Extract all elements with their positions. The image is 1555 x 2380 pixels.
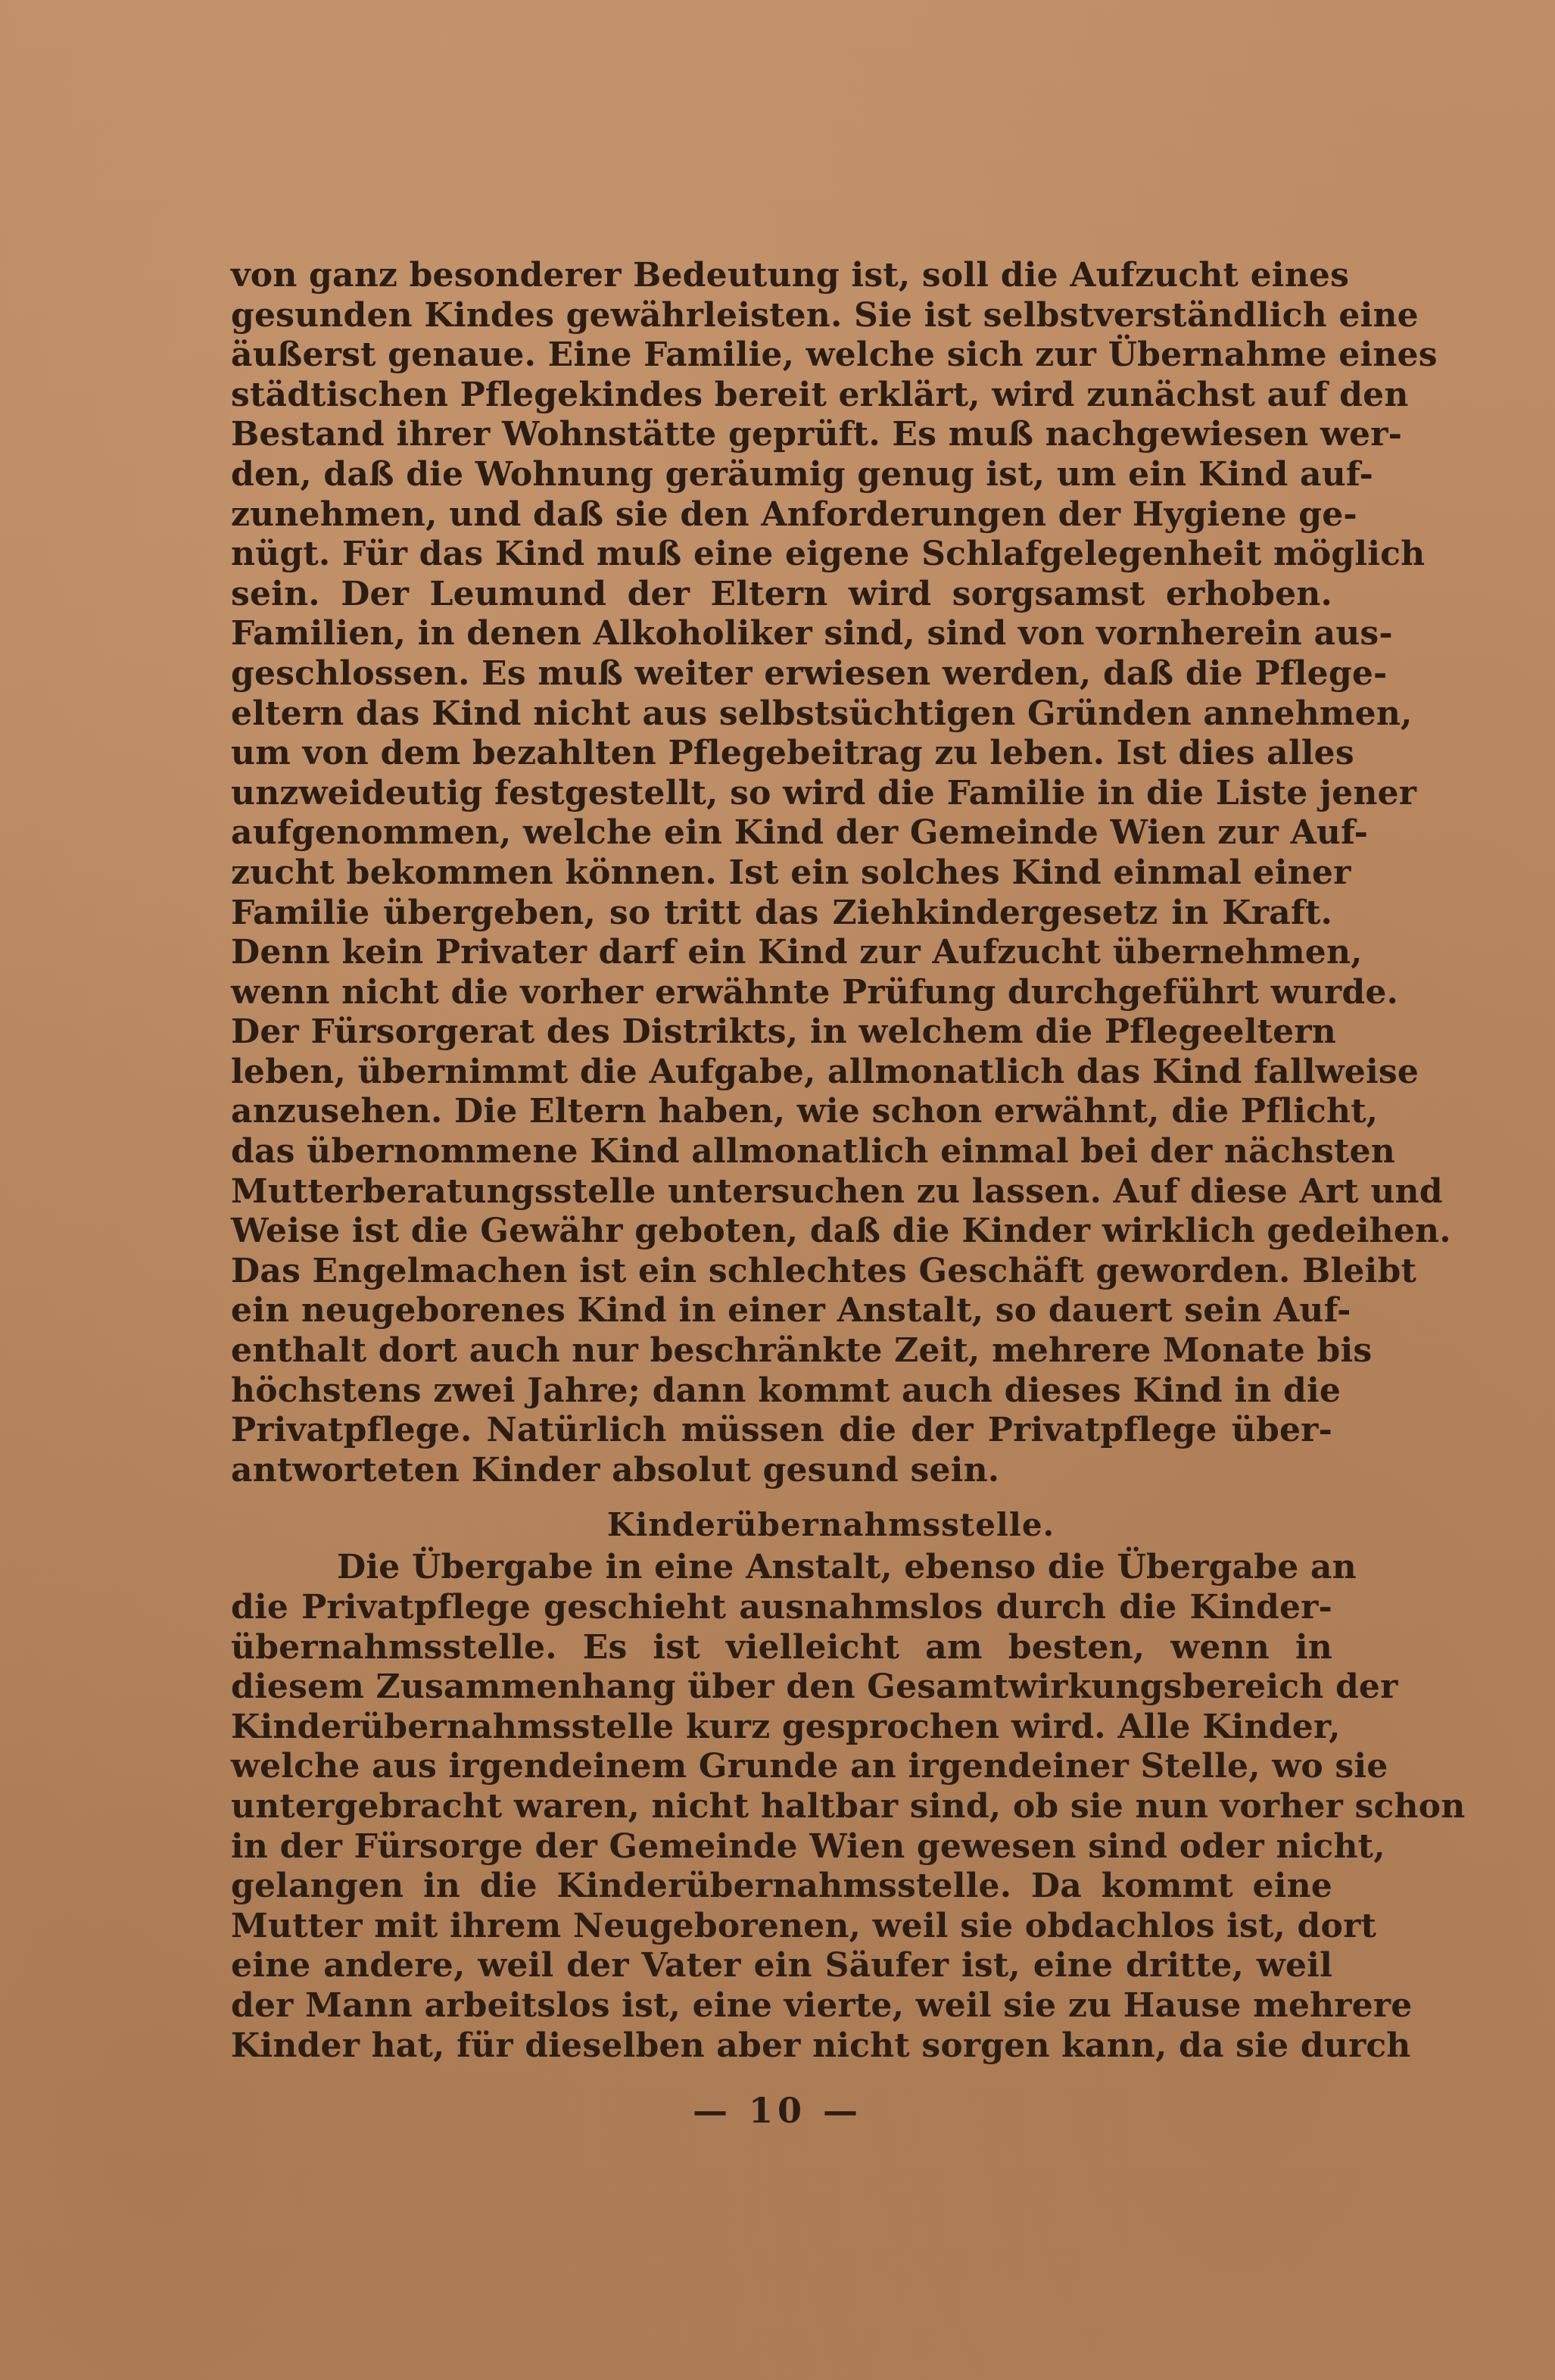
text-line: in der Fürsorge der Gemeinde Wien gewesen sind oder nicht,	[231, 1826, 1385, 1866]
text-line: die Privatpflege geschieht ausnahmslos durch die Kinder-	[231, 1588, 1332, 1627]
text-line: höchstens zwei Jahre; dann kommt auch dieses Kind in die	[231, 1371, 1342, 1410]
text-line: übernahmsstelle. Es ist vielleicht am besten, wenn in	[231, 1627, 1332, 1667]
text-line: wenn nicht die vorher erwähnte Prüfung durchgeführt wurde.	[231, 972, 1399, 1012]
text-line: Mutterberatungsstelle untersuchen zu lassen. Auf diese Art und	[231, 1171, 1443, 1211]
text-line: Der Fürsorgerat des Distrikts, in welchem die Pflegeeltern	[231, 1012, 1336, 1052]
text-line: Mutter mit ihrem Neugeborenen, weil sie obdachlos ist, dort	[231, 1906, 1376, 1945]
text-line: eine andere, weil der Vater ein Säufer ist, eine dritte, weil	[231, 1946, 1332, 1985]
text-line: Die Übergabe in eine Anstalt, ebenso die Übergabe an	[337, 1548, 1357, 1587]
text-line: der Mann arbeitslos ist, eine vierte, weil sie zu Hause mehrere	[231, 1985, 1413, 2025]
text-line: Privatpflege. Natürlich müssen die der Privatpflege über-	[231, 1411, 1332, 1450]
text-line: unzweideutig festgestellt, so wird die Familie in die Liste jener	[231, 773, 1417, 813]
section-heading: Kinderübernahmsstelle.	[606, 1506, 1055, 1544]
text-line: Denn kein Privater darf ein Kind zur Aufzucht übernehmen,	[231, 933, 1363, 972]
text-line: Weise ist die Gewähr geboten, daß die Kinder wirklich gedeihen.	[231, 1212, 1451, 1251]
body-text	[231, 256, 1466, 2066]
text-line: ein neugeborenes Kind in einer Anstalt, so dauert sein Auf-	[231, 1291, 1351, 1330]
text-line: antworteten Kinder absolut gesund sein.	[231, 1450, 1000, 1489]
text-line: zucht bekommen können. Ist ein solches Kind einmal einer	[231, 853, 1351, 892]
text-line: gesunden Kindes gewährleisten. Sie ist selbstverständlich eine	[231, 295, 1419, 335]
text-line: eltern das Kind nicht aus selbstsüchtigen Gründen annehmen,	[231, 694, 1413, 733]
text-line: aufgenommen, welche ein Kind der Gemeinde Wien zur Auf-	[231, 813, 1369, 853]
text-line: zunehmen, und daß sie den Anforderungen der Hygiene ge-	[231, 494, 1357, 534]
paragraph-1	[231, 256, 1451, 1490]
text-line: anzusehen. Die Eltern haben, wie schon erwähnt, die Pflicht,	[231, 1092, 1379, 1131]
page-number: — 10 —	[692, 2090, 863, 2131]
text-line: diesem Zusammenhang über den Gesamtwirkungsbereich der	[231, 1667, 1398, 1707]
text-line: den, daß die Wohnung geräumig genug ist, um ein Kind auf-	[231, 454, 1373, 494]
text-line: Kinder hat, für dieselben aber nicht sorgen kann, da sie durch	[231, 2026, 1411, 2065]
text-line: das übernommene Kind allmonatlich einmal bei der nächsten	[231, 1132, 1395, 1171]
text-line: Familie übergeben, so tritt das Ziehkindergesetz in Kraft.	[231, 893, 1332, 932]
text-line: untergebracht waren, nicht haltbar sind, ob sie nun vorher schon	[231, 1786, 1466, 1826]
text-line: Das Engelmachen ist ein schlechtes Geschäft geworden. Bleibt	[231, 1251, 1416, 1290]
text-line: welche aus irgendeinem Grunde an irgendeiner Stelle, wo sie	[231, 1747, 1388, 1786]
text-line: enthalt dort auch nur beschränkte Zeit, mehrere Monate bis	[231, 1331, 1373, 1371]
text-line: sein. Der Leumund der Eltern wird sorgsamst erhoben.	[231, 574, 1332, 613]
text-line: geschlossen. Es muß weiter erwiesen werden, daß die Pflege-	[231, 653, 1388, 693]
paragraph-2	[231, 1548, 1466, 2066]
text-line: Familien, in denen Alkoholiker sind, sind von vornherein aus-	[231, 614, 1393, 653]
text-line: Kinderübernahmsstelle kurz gesprochen wird. Alle Kinder,	[231, 1707, 1341, 1746]
text-line: nügt. Für das Kind muß eine eigene Schlafgelegenheit möglich	[231, 535, 1426, 574]
text-line: von ganz besonderer Bedeutung ist, soll die Aufzucht eines	[231, 256, 1350, 295]
text-line: äußerst genaue. Eine Familie, welche sich zur Übernahme eines	[231, 335, 1438, 375]
text-line: gelangen in die Kinderübernahmsstelle. Da kommt eine	[231, 1867, 1332, 1906]
text-line: um von dem bezahlten Pflegebeitrag zu leben. Ist dies alles	[231, 734, 1354, 773]
text-line: Bestand ihrer Wohnstätte geprüft. Es muß nachgewiesen wer-	[231, 415, 1403, 454]
text-line: städtischen Pflegekindes bereit erklärt, wird zunächst auf den	[231, 375, 1409, 414]
text-line: leben, übernimmt die Aufgabe, allmonatlich das Kind fallweise	[231, 1052, 1419, 1091]
